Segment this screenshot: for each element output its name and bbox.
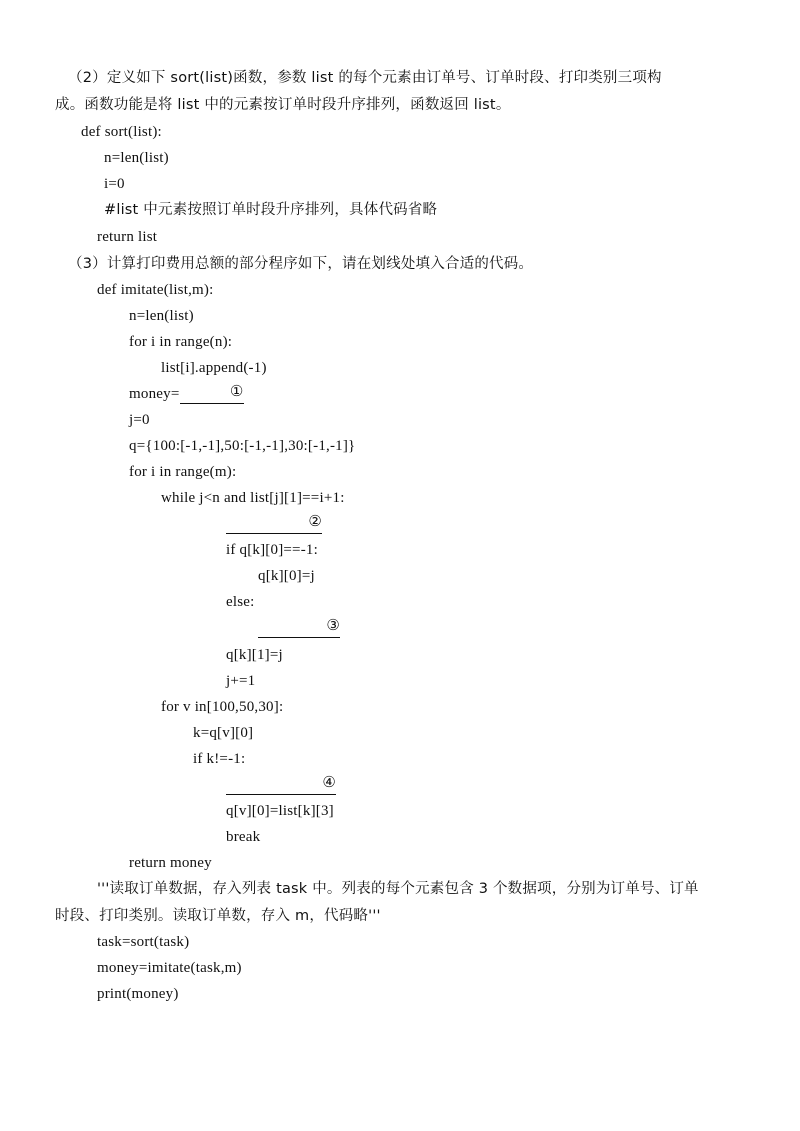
code-while: while j<n and list[j][1]==i+1:	[161, 490, 345, 506]
code-blank-2-line	[226, 514, 322, 534]
code-break: break	[226, 829, 261, 845]
code-sort-comment: #list 中元素按照订单时段升序排列，具体代码省略	[104, 202, 438, 218]
code-money-line	[129, 384, 244, 404]
code-for-v: for v in[100,50,30]:	[161, 699, 284, 715]
code-blank-3-line	[258, 618, 340, 638]
code-append: list[i].append(-1)	[161, 360, 267, 376]
blank-2[interactable]	[226, 515, 322, 534]
code-sort-n: n=len(list)	[104, 150, 169, 166]
code-sort-def: def sort(list):	[81, 124, 162, 140]
blank-1-number: ①	[229, 384, 244, 400]
blank-3-number: ③	[326, 618, 340, 634]
code-sort-i: i=0	[104, 176, 125, 192]
blank-4[interactable]	[226, 776, 336, 795]
code-k-assign: k=q[v][0]	[193, 725, 254, 741]
code-q-init: q={100:[-1,-1],50:[-1,-1],30:[-1,-1]}	[129, 438, 356, 454]
blank-1[interactable]	[180, 385, 244, 404]
code-imitate-def: def imitate(list,m):	[97, 282, 214, 298]
code-imitate-n: n=len(list)	[129, 308, 194, 324]
code-for-i-n: for i in range(n):	[129, 334, 233, 350]
code-if-q: if q[k][0]==-1:	[226, 542, 318, 558]
code-q-k0: q[k][0]=j	[258, 568, 315, 584]
code-j0: j=0	[129, 412, 150, 428]
paragraph-2-line-2: 成。函数功能是将 list 中的元素按订单时段升序排列，函数返回 list。	[55, 97, 511, 113]
blank-4-number: ④	[322, 775, 336, 791]
code-task-sort: task=sort(task)	[97, 934, 190, 950]
code-q-v0: q[v][0]=list[k][3]	[226, 803, 334, 819]
code-money-imitate: money=imitate(task,m)	[97, 960, 242, 976]
paragraph-2-line-1: （2）定义如下 sort(list)函数，参数 list 的每个元素由订单号、订单时段、打印类别三项构	[68, 70, 662, 86]
code-for-i-m: for i in range(m):	[129, 464, 237, 480]
code-blank-4-line	[226, 775, 336, 795]
code-if-k: if k!=-1:	[193, 751, 246, 767]
code-j-inc: j+=1	[226, 673, 256, 689]
blank-3[interactable]	[258, 619, 340, 638]
paragraph-3-line-1: （3）计算打印费用总额的部分程序如下，请在划线处填入合适的代码。	[68, 256, 534, 272]
docstring-line-1: '''读取订单数据，存入列表 task 中。列表的每个元素包含 3 个数据项，分别为订单号、订单	[97, 881, 699, 897]
code-else: else:	[226, 594, 255, 610]
blank-2-number: ②	[308, 514, 322, 530]
code-imitate-return: return money	[129, 855, 212, 871]
code-sort-return: return list	[97, 229, 158, 245]
code-money-prefix: money=	[129, 386, 180, 402]
code-print: print(money)	[97, 986, 179, 1002]
docstring-line-2: 时段、打印类别。读取订单数，存入 m，代码略'''	[55, 908, 381, 924]
code-q-k1: q[k][1]=j	[226, 647, 283, 663]
